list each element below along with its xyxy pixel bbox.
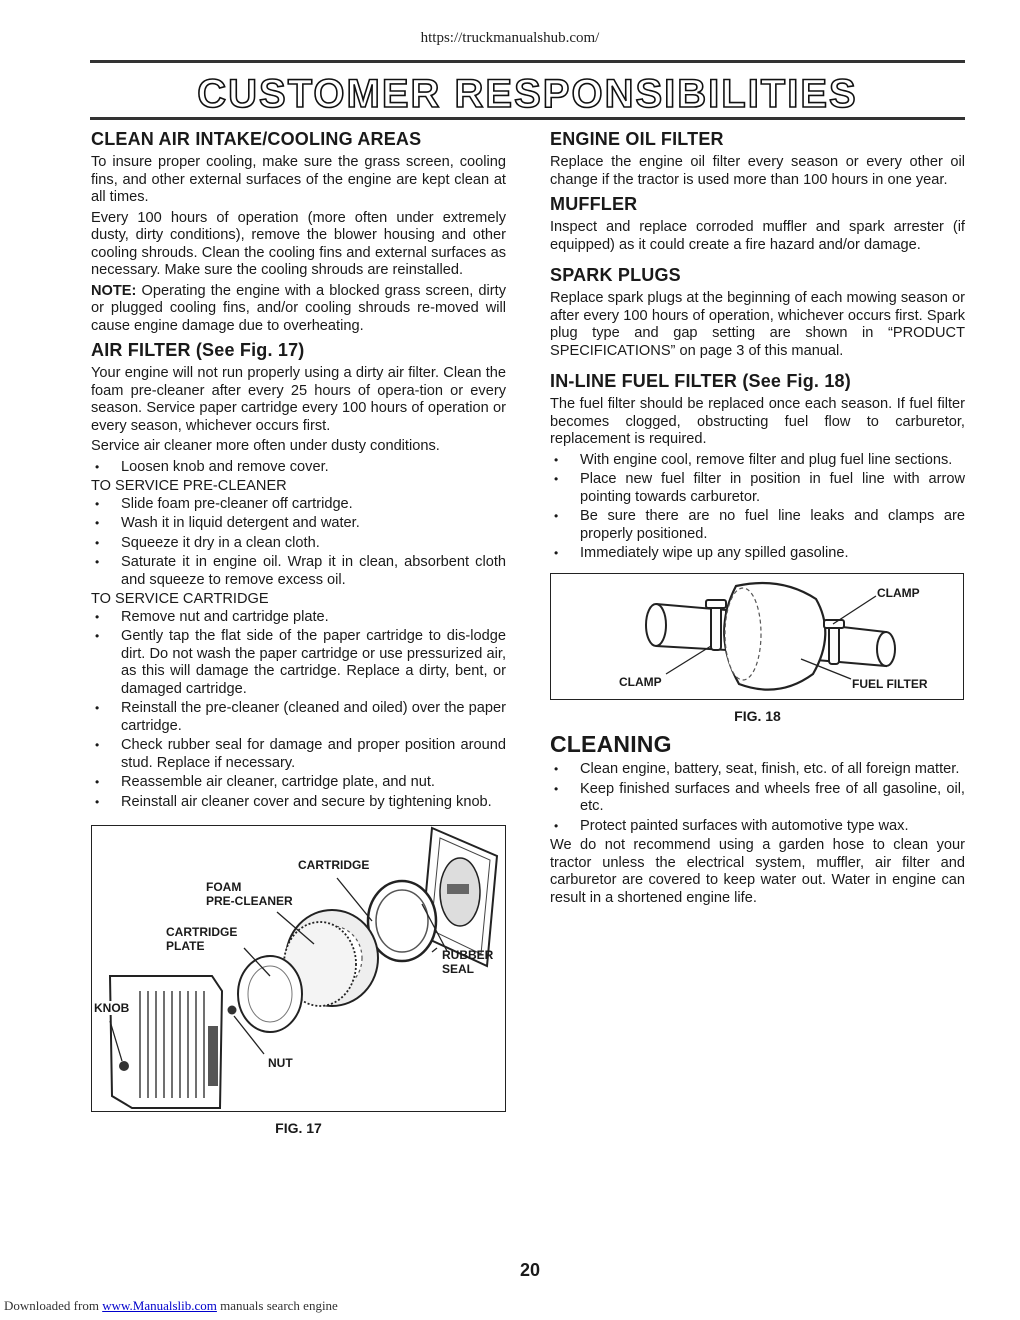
air-filter-paragraph-1: Your engine will not run properly using a dirty air filter. Clean the foam pre-cleaner after every 25 hours of opera-tion or every season. Service paper cartridge every 100 hours of operation or every season, whichever occurs first. [91, 365, 506, 434]
fuel-filter-paragraph: The fuel filter should be replaced once each season. If fuel filter becomes clogged, obstructing fuel flow to carburetor, replacement is required. [550, 396, 965, 447]
list-item: • Check rubber seal for damage and proper position around stud. Replace if necessary. [91, 737, 506, 772]
page-number: 20 [519, 1260, 541, 1280]
right-column [550, 124, 965, 910]
heading-air-filter: AIR FILTER (See Fig. 17) [91, 340, 305, 360]
label-cartridge: CARTRIDGE [298, 858, 370, 872]
intake-paragraph-1: To insure proper cooling, make sure the grass screen, cooling fins, and other external surfaces of the engine are kept clean at all times. [91, 154, 506, 205]
heading-oil-filter: ENGINE OIL FILTER [550, 129, 724, 149]
nut-shape [228, 1006, 237, 1015]
cartridge-plate [238, 956, 302, 1032]
muffler-paragraph: Inspect and replace corroded muffler and spark arrester (if equipped) as it could create a fire hazard and/or damage. [550, 219, 965, 253]
list-item: • Reassemble air cleaner, cartridge plate, and nut. [91, 774, 506, 792]
note-text: Operating the engine with a blocked grass screen, dirty or plugged cooling fins, and/or cooling shrouds re-moved will cause engine damage due to overheating. [91, 282, 506, 334]
list-item: • Place new fuel filter in position in fuel line with arrow pointing towards carburetor. [550, 471, 965, 506]
heading-spark-plugs: SPARK PLUGS [550, 265, 681, 285]
cartridge-steps [91, 609, 506, 812]
section-fuel-filter [550, 370, 965, 563]
intake-note [91, 283, 506, 336]
figure-18-fuel-filter [550, 573, 964, 700]
fuel-filter-body [724, 582, 825, 689]
figure-18-caption: FIG. 18 [734, 707, 781, 724]
fuel-filter-steps [550, 452, 965, 563]
title-rule-bottom [90, 117, 965, 120]
label-cartridge-plate-1: CARTRIDGE [166, 925, 238, 939]
label-fuel-filter: FUEL FILTER [852, 676, 928, 691]
subheading-cartridge: TO SERVICE CARTRIDGE [91, 591, 269, 607]
label-clamp-bottom: CLAMP [619, 674, 662, 689]
cleaning-steps [550, 761, 965, 835]
label-knob: KNOB [94, 1001, 130, 1015]
air-filter-paragraph-2: Service air cleaner more often under dusty conditions. [91, 438, 440, 454]
list-item: • Slide foam pre-cleaner off cartridge. [91, 496, 506, 514]
footer-prefix: Downloaded from [4, 1298, 103, 1313]
list-item: • Squeeze it dry in a clean cloth. [91, 535, 506, 553]
oil-filter-paragraph: Replace the engine oil filter every season or every other oil change if the tractor is used more than 100 hours in one year. [550, 154, 965, 188]
label-clamp-top: CLAMP [877, 585, 920, 600]
figure-17-air-cleaner [91, 825, 506, 1112]
source-url[interactable]: https://truckmanualshub.com/ [420, 30, 600, 46]
title-rule-top [90, 60, 965, 63]
list-item: • Keep finished surfaces and wheels free of all gasoline, oil, etc. [550, 781, 965, 816]
label-nut: NUT [268, 1056, 293, 1070]
section-intake-cooling [91, 128, 506, 335]
air-filter-steps [91, 459, 506, 477]
list-item: • Gently tap the flat side of the paper cartridge to dis-lodge dirt. Do not wash the paper cartridge or use pressurized air, as this will damage the cartridge. Replace a dirty, bent, or damaged cartridge. [91, 628, 506, 698]
heading-intake-cooling: CLEAN AIR INTAKE/COOLING AREAS [91, 129, 422, 149]
fuel-line-right [816, 624, 895, 666]
knob-shape [119, 1061, 129, 1071]
list-item: • Clean engine, battery, seat, finish, etc. of all foreign matter. [550, 761, 965, 779]
heading-cleaning: CLEANING [550, 731, 672, 757]
list-item: • Wash it in liquid detergent and water. [91, 515, 506, 533]
intake-paragraph-2: Every 100 hours of operation (more often under extremely dusty, dirty conditions), remove the blower housing and other cooling shrouds. Clean the cooling fins and external surfaces as necessary. Make sure the cooling shrouds are reinstalled. [91, 209, 506, 278]
section-spark-plugs [550, 264, 965, 360]
list-item: • Reinstall the pre-cleaner (cleaned and oiled) over the paper cartridge. [91, 700, 506, 735]
figure-17-caption: FIG. 17 [275, 1120, 322, 1136]
air-cleaner-cover [110, 976, 222, 1108]
list-item: • Reinstall air cleaner cover and secure by tightening knob. [91, 794, 506, 812]
section-air-filter [91, 339, 506, 811]
label-pre-cleaner: PRE-CLEANER [206, 894, 293, 908]
list-item: • Remove nut and cartridge plate. [91, 609, 506, 627]
list-item: • Protect painted surfaces with automotive type wax. [550, 818, 965, 836]
heading-muffler: MUFFLER [550, 194, 638, 214]
pre-cleaner-steps [91, 496, 506, 590]
note-label: NOTE: [91, 282, 137, 299]
list-item: • Saturate it in engine oil. Wrap it in clean, absorbent cloth and squeeze to remove excess oil. [91, 554, 506, 589]
page-title: CUSTOMER RESPONSIBILITIES [197, 72, 858, 116]
left-column [91, 124, 506, 1138]
manualslib-link[interactable]: www.Manualslib.com [102, 1298, 217, 1313]
cleaning-paragraph: We do not recommend using a garden hose to clean your tractor unless the electrical system, muffler, air filter and carburetor are covered to keep water out. Water in engine can result in a shortened engine life. [550, 837, 965, 906]
download-footer [4, 1298, 338, 1314]
list-item: • Immediately wipe up any spilled gasoline. [550, 545, 965, 563]
label-cartridge-plate-2: PLATE [166, 939, 205, 953]
spark-plugs-paragraph: Replace spark plugs at the beginning of each mowing season or after every 100 hours of operation, whichever occurs first. Spark plug type and gap setting are shown in “PRODUCT SPECIFICATIONS” on page 3 of this manual. [550, 290, 965, 359]
section-muffler [550, 193, 965, 254]
label-rubber: RUBBER [442, 948, 494, 962]
label-foam: FOAM [206, 880, 242, 894]
label-seal: SEAL [442, 962, 475, 976]
section-oil-filter [550, 128, 965, 189]
heading-fuel-filter: IN-LINE FUEL FILTER (See Fig. 18) [550, 371, 851, 391]
list-item: • With engine cool, remove filter and plug fuel line sections. [550, 452, 965, 470]
list-item: • Loosen knob and remove cover. [91, 459, 506, 477]
section-cleaning [550, 731, 965, 907]
footer-suffix: manuals search engine [216, 1298, 338, 1313]
list-item: • Be sure there are no fuel line leaks and clamps are properly positioned. [550, 508, 965, 543]
subheading-pre-cleaner: TO SERVICE PRE-CLEANER [91, 478, 287, 494]
housing-back-plate [422, 828, 497, 966]
